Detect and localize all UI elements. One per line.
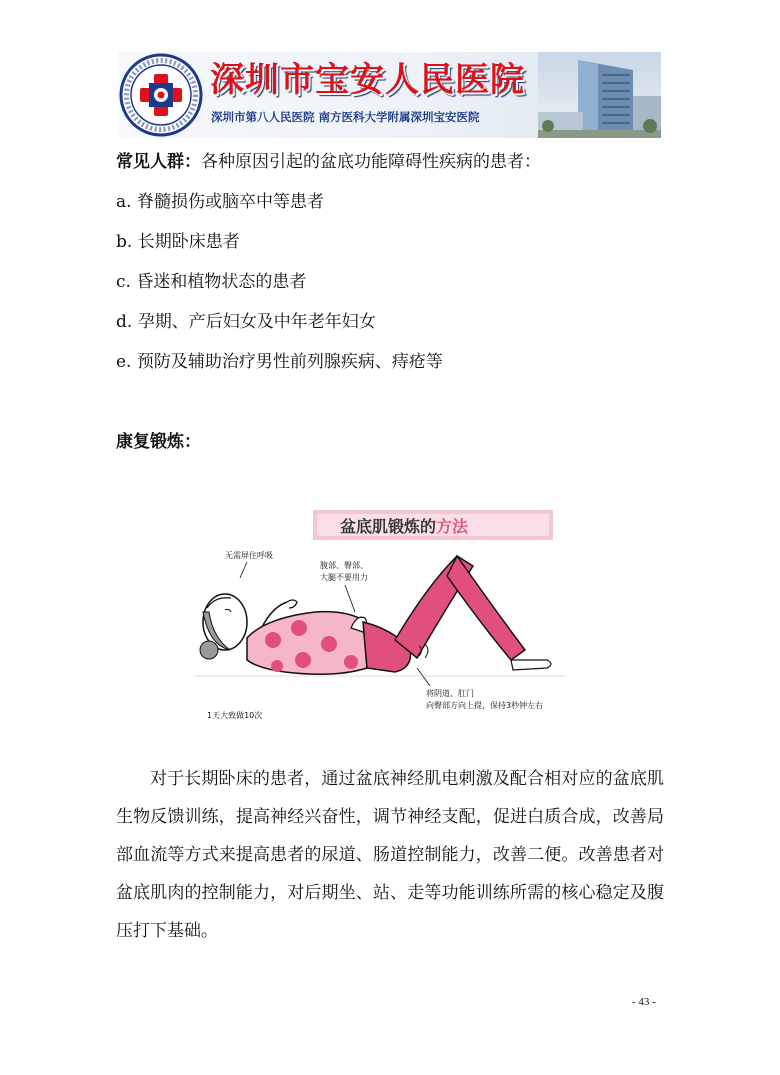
page-number: - 43 - [632, 996, 656, 1008]
list-item-a: a. 脊髓损伤或脑卒中等患者 [116, 192, 324, 212]
rehab-description-paragraph: 对于长期卧床的患者，通过盆底神经肌电刺激及配合相对应的盆底肌生物反馈训练，提高神经兴奋性，调节神经支配，促进白质合成，改善局部血流等方式来提高患者的尿道、肠道控制能力，改善二便。改善患者对盆底肌肉的控制能力，对后期坐、站、走等功能训练所需的核心稳定及腹压打下基础。 [116, 769, 664, 941]
rehab-exercise-heading: 康复锻炼： [116, 432, 201, 452]
pelvic-floor-exercise-illustration [195, 500, 575, 730]
list-item-d: d. 孕期、产后妇女及中年老年妇女 [116, 312, 376, 332]
heading-label: 常见人群： [116, 152, 201, 172]
hospital-banner [118, 52, 661, 138]
list-item-c: c. 昏迷和植物状态的患者 [116, 272, 307, 292]
caption-pelvic-line2: 向臀部方向上提，保持3秒钟左右 [426, 701, 544, 710]
illustration-title-main: 盆底肌锻炼的 [340, 517, 437, 536]
hospital-building-photo [538, 52, 661, 138]
illustration-title-accent: 方法 [436, 517, 469, 536]
figure-head [200, 594, 247, 659]
caption-abdomen-line1: 腹部、臀部、 [320, 561, 368, 570]
caption-daily-count: 1天大致做10次 [207, 711, 263, 720]
illustration-title [340, 517, 469, 536]
list-item-b: b. 长期卧床患者 [116, 232, 240, 252]
hospital-name: 深圳市宝安人民医院 [210, 60, 525, 100]
caption-abdomen-line2: 大腿不要用力 [320, 573, 368, 582]
heading-text: 各种原因引起的盆底功能障碍性疾病的患者： [201, 152, 541, 172]
figure-legs [363, 556, 551, 672]
caption-pelvic-line1: 将阴道、肛门 [426, 689, 474, 698]
common-population-heading [116, 150, 541, 174]
hospital-subtitle: 深圳市第八人民医院 南方医科大学附属深圳宝安医院 [211, 110, 480, 124]
hospital-logo [118, 52, 204, 138]
list-item-e: e. 预防及辅助治疗男性前列腺疾病、痔疮等 [116, 352, 443, 372]
caption-no-breath-hold: 无需屏住呼吸 [225, 551, 273, 560]
